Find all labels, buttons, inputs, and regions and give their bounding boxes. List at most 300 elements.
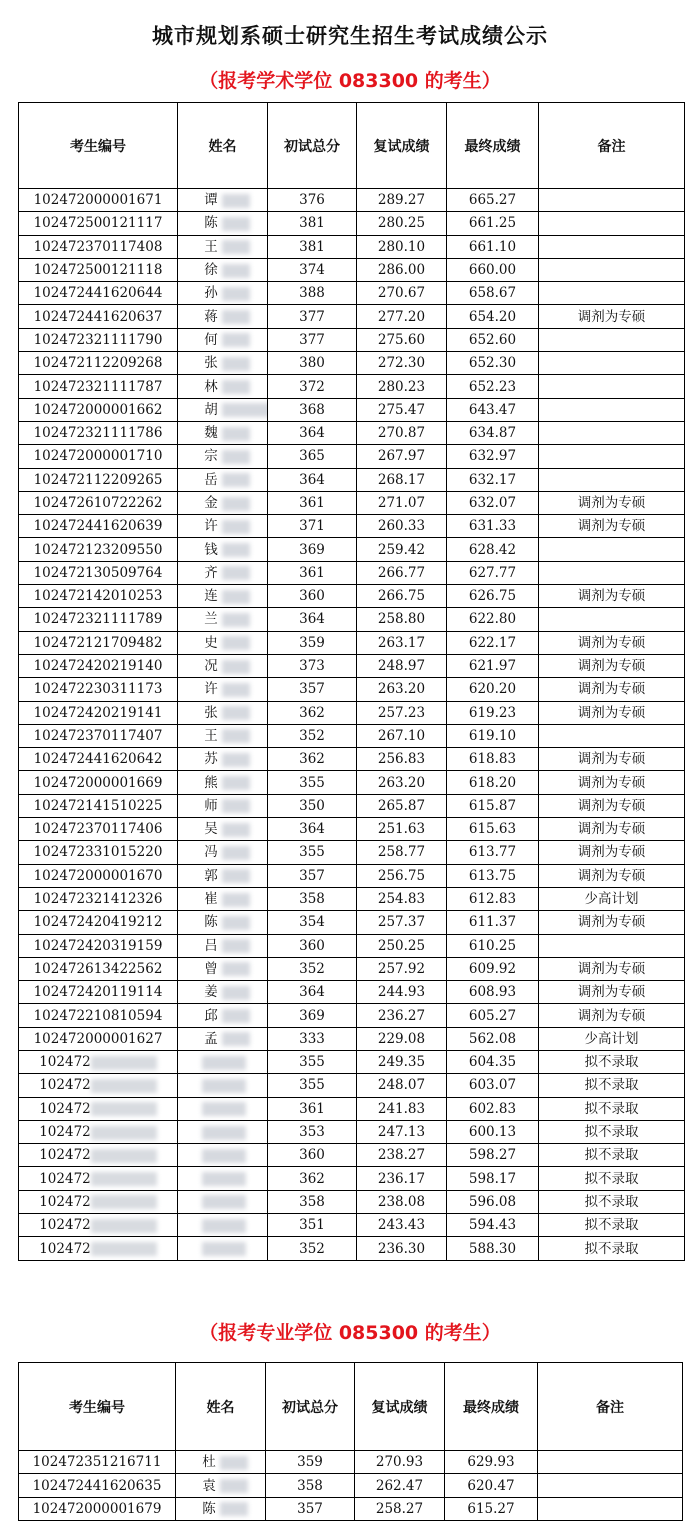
candidate-id-cell [19, 771, 178, 794]
retest-score-cell: 229.08 [357, 1027, 447, 1050]
header-name: 姓名 [176, 1363, 266, 1451]
initial-total-cell: 355 [268, 841, 357, 864]
table-row [19, 724, 685, 747]
final-score-cell: 652.23 [447, 375, 539, 398]
candidate-surname: 钱 [204, 541, 218, 558]
redacted-name [222, 287, 250, 301]
candidate-surname: 宗 [204, 448, 218, 465]
candidate-id: 102472230311173 [33, 681, 163, 698]
candidate-id: 102472351216711 [32, 1454, 162, 1471]
initial-total-cell: 333 [268, 1027, 357, 1050]
redacted-name [222, 916, 250, 930]
section-subtitle-academic: （报考学术学位 083300 的考生） [199, 70, 501, 92]
redacted-name [222, 310, 250, 324]
redacted-name [220, 1456, 248, 1470]
initial-total-cell: 354 [268, 911, 357, 934]
redacted-name [222, 706, 250, 720]
redacted-id-suffix [91, 1126, 157, 1140]
candidate-id-cell [19, 491, 178, 514]
candidate-surname: 魏 [204, 425, 218, 442]
retest-score-cell: 251.63 [357, 818, 447, 841]
retest-score-cell: 238.08 [357, 1190, 447, 1213]
candidate-id: 102472 [39, 1193, 91, 1210]
initial-total-cell: 361 [268, 491, 357, 514]
remarks-cell: 拟不录取 [539, 1144, 685, 1167]
redacted-name [222, 1032, 250, 1046]
remarks-cell [538, 1451, 683, 1474]
initial-total-cell: 361 [268, 1097, 357, 1120]
table-row [19, 515, 685, 538]
candidate-id: 102472 [39, 1100, 91, 1117]
header-candidate-id: 考生编号 [19, 1363, 176, 1451]
retest-score-cell: 271.07 [357, 491, 447, 514]
score-table-professional [18, 1362, 683, 1521]
header-final-score: 最终成绩 [447, 103, 539, 189]
remarks-cell [539, 421, 685, 444]
candidate-id: 102472123209550 [33, 541, 163, 558]
candidate-surname: 吕 [204, 937, 218, 954]
candidate-surname: 陈 [204, 215, 218, 232]
initial-total-cell: 360 [268, 934, 357, 957]
remarks-cell: 调剂为专硕 [539, 748, 685, 771]
initial-total-cell: 381 [268, 212, 357, 235]
initial-total-cell: 358 [268, 1190, 357, 1213]
retest-score-cell: 257.37 [357, 911, 447, 934]
candidate-id: 102472370117407 [33, 727, 163, 744]
candidate-id-cell [19, 212, 178, 235]
candidate-id: 102472000001679 [32, 1500, 162, 1517]
remarks-cell [539, 398, 685, 421]
table-row [19, 957, 685, 980]
candidate-id: 102472370117408 [33, 238, 163, 255]
initial-total-cell: 357 [268, 864, 357, 887]
retest-score-cell: 249.35 [357, 1050, 447, 1073]
candidate-surname: 杜 [202, 1454, 216, 1471]
candidate-name-cell [176, 1474, 266, 1497]
table-row [19, 189, 685, 212]
redacted-name [222, 799, 250, 813]
candidate-surname: 蒋 [204, 308, 218, 325]
redacted-name [202, 1242, 246, 1256]
candidate-name-cell [178, 1237, 268, 1260]
retest-score-cell: 236.17 [357, 1167, 447, 1190]
candidate-id: 102472 [39, 1147, 91, 1164]
candidate-id-cell [19, 701, 178, 724]
initial-total-cell: 388 [268, 282, 357, 305]
candidate-surname: 许 [204, 518, 218, 535]
redacted-name [222, 1009, 250, 1023]
candidate-name-cell [178, 258, 268, 281]
candidate-surname: 苏 [204, 751, 218, 768]
candidate-surname: 陈 [204, 914, 218, 931]
table-row [19, 305, 685, 328]
candidate-surname: 金 [204, 495, 218, 511]
candidate-id: 102472321111787 [33, 378, 163, 395]
candidate-id: 102472130509764 [33, 564, 163, 581]
redacted-id-suffix [91, 1102, 157, 1116]
candidate-surname: 王 [204, 727, 218, 744]
header-initial-total: 初试总分 [268, 103, 357, 189]
redacted-name [222, 683, 250, 697]
candidate-id: 102472141510225 [33, 797, 163, 814]
candidate-id-cell [19, 1497, 176, 1520]
retest-score-cell: 280.25 [357, 212, 447, 235]
initial-total-cell: 376 [268, 189, 357, 212]
candidate-name-cell [178, 1167, 268, 1190]
redacted-name [222, 357, 250, 371]
retest-score-cell: 263.20 [357, 771, 447, 794]
redacted-name [222, 939, 250, 953]
redacted-name [222, 497, 250, 511]
candidate-surname: 崔 [204, 891, 218, 908]
section-subtitle-professional: （报考专业学位 085300 的考生） [199, 1322, 501, 1344]
final-score-cell: 612.83 [447, 887, 539, 910]
initial-total-cell: 364 [268, 468, 357, 491]
table-row [19, 631, 685, 654]
candidate-surname: 张 [204, 704, 218, 721]
candidate-surname: 陈 [202, 1500, 216, 1517]
final-score-cell: 615.63 [447, 818, 539, 841]
retest-score-cell: 270.87 [357, 421, 447, 444]
initial-total-cell: 381 [268, 235, 357, 258]
redacted-name [220, 1502, 248, 1516]
remarks-cell: 调剂为专硕 [539, 818, 685, 841]
table-row [19, 678, 685, 701]
remarks-cell: 拟不录取 [539, 1190, 685, 1213]
final-score-cell: 622.80 [447, 608, 539, 631]
table-row [19, 561, 685, 584]
candidate-name-cell [178, 864, 268, 887]
header-retest-score: 复试成绩 [355, 1363, 445, 1451]
final-score-cell: 598.17 [447, 1167, 539, 1190]
candidate-name-cell [178, 235, 268, 258]
retest-score-cell: 266.77 [357, 561, 447, 584]
header-name: 姓名 [178, 103, 268, 189]
redacted-name [222, 520, 250, 534]
candidate-surname: 齐 [204, 564, 218, 581]
redacted-name [202, 1056, 246, 1070]
initial-total-cell: 359 [268, 631, 357, 654]
table-row [19, 1004, 685, 1027]
candidate-id-cell [19, 794, 178, 817]
candidate-id-cell [19, 631, 178, 654]
table-row [19, 538, 685, 561]
final-score-cell: 594.43 [447, 1214, 539, 1237]
final-score-cell: 661.25 [447, 212, 539, 235]
retest-score-cell: 258.77 [357, 841, 447, 864]
header-retest-score: 复试成绩 [357, 103, 447, 189]
candidate-name-cell [178, 538, 268, 561]
retest-score-cell: 256.83 [357, 748, 447, 771]
candidate-surname: 袁 [202, 1477, 216, 1494]
final-score-cell: 632.97 [447, 445, 539, 468]
candidate-id: 102472420119114 [33, 984, 163, 1001]
candidate-id-cell [19, 887, 178, 910]
candidate-id: 102472112209268 [33, 355, 163, 372]
initial-total-cell: 352 [268, 957, 357, 980]
final-score-cell: 615.27 [445, 1497, 538, 1520]
table-row [19, 1120, 685, 1143]
candidate-id: 102472321111786 [33, 425, 163, 442]
retest-score-cell: 270.93 [355, 1451, 445, 1474]
table-row [19, 1451, 683, 1474]
candidate-name-cell [176, 1451, 266, 1474]
initial-total-cell: 358 [266, 1474, 355, 1497]
candidate-id: 102472 [39, 1077, 91, 1094]
candidate-name-cell [178, 748, 268, 771]
candidate-name-cell [178, 1004, 268, 1027]
table-row [19, 981, 685, 1004]
remarks-cell [539, 608, 685, 631]
remarks-cell: 拟不录取 [539, 1167, 685, 1190]
retest-score-cell: 262.47 [355, 1474, 445, 1497]
header-initial-total: 初试总分 [266, 1363, 355, 1451]
final-score-cell: 618.83 [447, 748, 539, 771]
redacted-name [202, 1195, 246, 1209]
retest-score-cell: 263.20 [357, 678, 447, 701]
candidate-surname: 史 [204, 634, 218, 651]
candidate-name-cell [178, 1074, 268, 1097]
initial-total-cell: 377 [268, 328, 357, 351]
remarks-cell [539, 375, 685, 398]
final-score-cell: 621.97 [447, 654, 539, 677]
table-row [19, 1144, 685, 1167]
candidate-id: 102472441620644 [33, 285, 163, 302]
remarks-cell: 拟不录取 [539, 1120, 685, 1143]
candidate-id-cell [19, 911, 178, 934]
redacted-name [222, 590, 250, 604]
candidate-id-cell [19, 421, 178, 444]
final-score-cell: 627.77 [447, 561, 539, 584]
redacted-name [222, 986, 250, 1000]
retest-score-cell: 265.87 [357, 794, 447, 817]
redacted-id-suffix [91, 1056, 157, 1070]
candidate-surname: 郭 [204, 867, 218, 884]
candidate-surname: 况 [204, 658, 218, 675]
candidate-id-cell [19, 818, 178, 841]
candidate-id: 102472500121118 [33, 262, 163, 279]
candidate-id-cell [19, 258, 178, 281]
candidate-name-cell [178, 352, 268, 375]
candidate-id: 102472112209265 [33, 471, 163, 488]
table-row [19, 911, 685, 934]
table-row [19, 748, 685, 771]
table-row [19, 235, 685, 258]
final-score-cell: 608.93 [447, 981, 539, 1004]
remarks-cell: 调剂为专硕 [539, 794, 685, 817]
final-score-cell: 562.08 [447, 1027, 539, 1050]
retest-score-cell: 258.27 [355, 1497, 445, 1520]
candidate-name-cell [178, 724, 268, 747]
candidate-id-cell [19, 1214, 178, 1237]
final-score-cell: 665.27 [447, 189, 539, 212]
final-score-cell: 660.00 [447, 258, 539, 281]
remarks-cell: 少高计划 [539, 1027, 685, 1050]
table-header-row [19, 1363, 683, 1451]
retest-score-cell: 277.20 [357, 305, 447, 328]
retest-score-cell: 244.93 [357, 981, 447, 1004]
candidate-id-cell [19, 398, 178, 421]
remarks-cell [539, 328, 685, 351]
remarks-cell: 调剂为专硕 [539, 864, 685, 887]
candidate-id-cell [19, 1190, 178, 1213]
remarks-cell: 调剂为专硕 [539, 911, 685, 934]
initial-total-cell: 371 [268, 515, 357, 538]
candidate-name-cell [178, 189, 268, 212]
table-row [19, 841, 685, 864]
redacted-name [222, 380, 250, 394]
candidate-name-cell [178, 375, 268, 398]
final-score-cell: 620.20 [447, 678, 539, 701]
initial-total-cell: 351 [268, 1214, 357, 1237]
candidate-id: 102472000001671 [33, 192, 163, 209]
candidate-name-cell [178, 1097, 268, 1120]
candidate-name-cell [178, 305, 268, 328]
remarks-cell: 调剂为专硕 [539, 1004, 685, 1027]
final-score-cell: 603.07 [447, 1074, 539, 1097]
candidate-name-cell [178, 911, 268, 934]
final-score-cell: 658.67 [447, 282, 539, 305]
candidate-surname: 岳 [204, 471, 218, 488]
candidate-id: 102472 [39, 1124, 91, 1141]
candidate-id: 102472420319159 [33, 937, 163, 954]
candidate-id-cell [19, 1074, 178, 1097]
candidate-id-cell [19, 1144, 178, 1167]
candidate-name-cell [178, 212, 268, 235]
initial-total-cell: 362 [268, 748, 357, 771]
retest-score-cell: 258.80 [357, 608, 447, 631]
candidate-id-cell [19, 724, 178, 747]
candidate-surname: 连 [204, 588, 218, 605]
retest-score-cell: 256.75 [357, 864, 447, 887]
initial-total-cell: 365 [268, 445, 357, 468]
table-row [19, 864, 685, 887]
redacted-id-suffix [91, 1149, 157, 1163]
candidate-id: 102472 [39, 1170, 91, 1187]
retest-score-cell: 268.17 [357, 468, 447, 491]
candidate-surname: 徐 [204, 262, 218, 279]
redacted-name [222, 427, 250, 441]
table-row [19, 258, 685, 281]
retest-score-cell: 263.17 [357, 631, 447, 654]
candidate-id-cell [19, 282, 178, 305]
final-score-cell: 598.27 [447, 1144, 539, 1167]
retest-score-cell: 267.97 [357, 445, 447, 468]
table-row [19, 445, 685, 468]
candidate-name-cell [178, 468, 268, 491]
candidate-surname: 师 [204, 797, 218, 814]
candidate-name-cell [178, 561, 268, 584]
candidate-id-cell [19, 468, 178, 491]
table-row [19, 654, 685, 677]
final-score-cell: 654.20 [447, 305, 539, 328]
final-score-cell: 622.17 [447, 631, 539, 654]
table-row [19, 1074, 685, 1097]
page-title: 城市规划系硕士研究生招生考试成绩公示 [152, 24, 548, 48]
final-score-cell: 604.35 [447, 1050, 539, 1073]
final-score-cell: 613.77 [447, 841, 539, 864]
candidate-id-cell [19, 515, 178, 538]
redacted-name [222, 450, 250, 464]
candidate-surname: 王 [204, 238, 218, 255]
candidate-name-cell [178, 771, 268, 794]
candidate-surname: 许 [204, 681, 218, 698]
initial-total-cell: 353 [268, 1120, 357, 1143]
remarks-cell [539, 189, 685, 212]
table-row [19, 1214, 685, 1237]
remarks-cell: 调剂为专硕 [539, 491, 685, 514]
retest-score-cell: 238.27 [357, 1144, 447, 1167]
redacted-name [202, 1126, 246, 1140]
table-row [19, 701, 685, 724]
retest-score-cell: 241.83 [357, 1097, 447, 1120]
table-row [19, 282, 685, 305]
retest-score-cell: 289.27 [357, 189, 447, 212]
candidate-surname: 谭 [204, 192, 218, 209]
candidate-surname: 兰 [204, 611, 218, 628]
table-row [19, 375, 685, 398]
candidate-id-cell [19, 981, 178, 1004]
candidate-id-cell [19, 538, 178, 561]
candidate-id-cell [19, 934, 178, 957]
retest-score-cell: 280.10 [357, 235, 447, 258]
remarks-cell: 调剂为专硕 [539, 957, 685, 980]
candidate-surname: 孙 [204, 285, 218, 302]
table-row [19, 1097, 685, 1120]
redacted-name [222, 217, 250, 231]
initial-total-cell: 369 [268, 538, 357, 561]
redacted-name [202, 1079, 246, 1093]
candidate-name-cell [178, 934, 268, 957]
redacted-name [222, 869, 250, 883]
table-row [19, 468, 685, 491]
remarks-cell [539, 282, 685, 305]
candidate-name-cell [178, 701, 268, 724]
remarks-cell: 拟不录取 [539, 1097, 685, 1120]
redacted-name [222, 776, 250, 790]
table-row [19, 1167, 685, 1190]
candidate-surname: 胡 [204, 401, 218, 418]
initial-total-cell: 355 [268, 771, 357, 794]
final-score-cell: 620.47 [445, 1474, 538, 1497]
initial-total-cell: 364 [268, 608, 357, 631]
candidate-id-cell [19, 1027, 178, 1050]
redacted-name [222, 543, 250, 557]
final-score-cell: 661.10 [447, 235, 539, 258]
redacted-id-suffix [91, 1195, 157, 1209]
final-score-cell: 643.47 [447, 398, 539, 421]
candidate-id: 102472441620637 [33, 308, 163, 325]
remarks-cell: 拟不录取 [539, 1050, 685, 1073]
redacted-name [222, 473, 250, 487]
final-score-cell: 602.83 [447, 1097, 539, 1120]
candidate-name-cell [178, 654, 268, 677]
candidate-name-cell [178, 981, 268, 1004]
candidate-id-cell [19, 841, 178, 864]
redacted-name [222, 333, 250, 347]
candidate-id-cell [19, 561, 178, 584]
retest-score-cell: 275.47 [357, 398, 447, 421]
initial-total-cell: 355 [268, 1074, 357, 1097]
candidate-id: 102472000001710 [33, 448, 163, 465]
candidate-id: 102472 [39, 1240, 91, 1257]
candidate-id-cell [19, 608, 178, 631]
candidate-id-cell [19, 328, 178, 351]
redacted-name [222, 566, 250, 580]
remarks-cell: 调剂为专硕 [539, 654, 685, 677]
redacted-name [222, 613, 250, 627]
redacted-name [220, 1479, 248, 1493]
